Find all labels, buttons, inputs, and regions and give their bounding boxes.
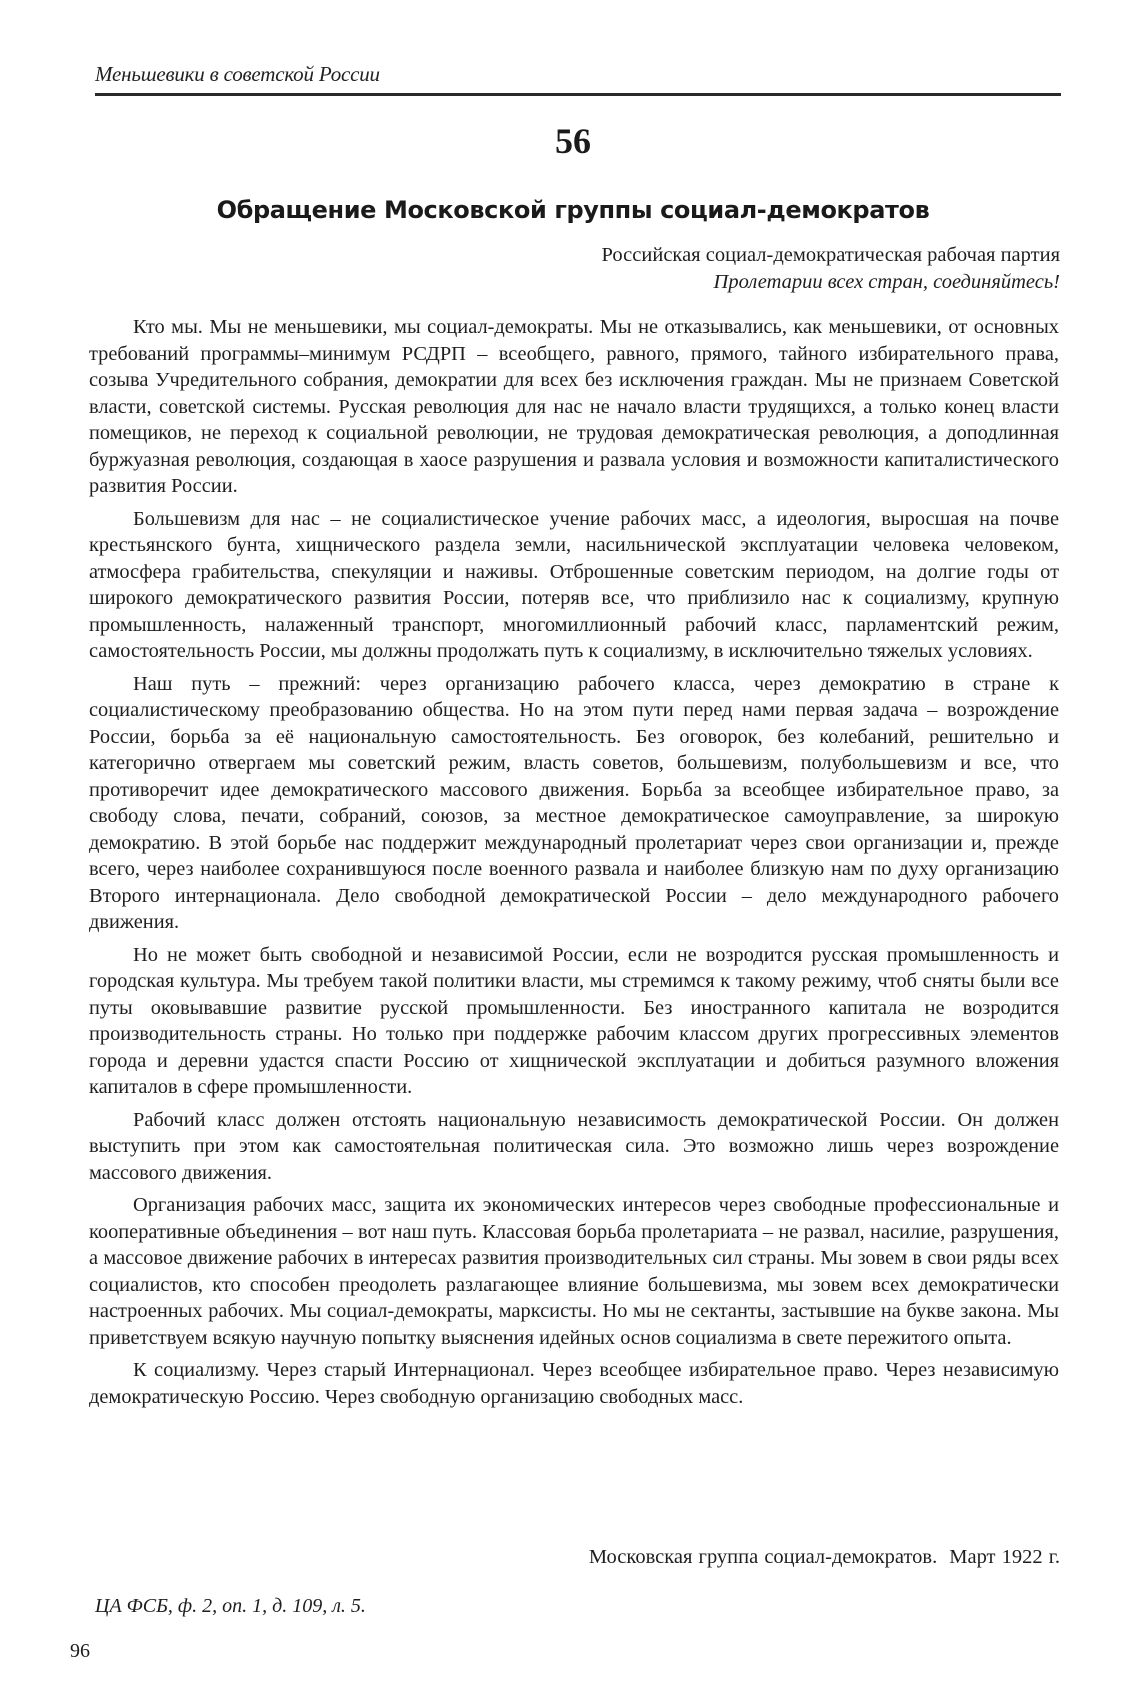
document-title: Обращение Московской группы социал-демократов: [216, 196, 930, 224]
header-rule: [95, 93, 1061, 96]
paragraph: Но не может быть свободной и независимой России, если не возродится русская промышленность и городская культура. Мы требуем такой политики власти, мы стремимся к такому режиму, чтоб сняты были все путы оковывавшие развитие русской промышленности. Без иностранного капитала не возродится производительность страны. Но только при поддержке рабочим классом других прогрессивных элементов города и деревни удастся спасти Россию от хищнической эксплуатации и добиться разумного вложения капиталов в сфере промышленности.: [89, 943, 1059, 1098]
paragraph: Кто мы. Мы не меньшевики, мы социал-демократы. Мы не отказывались, как меньшевики, от основных требований программы–минимум РСДРП – всеобщего, равного, прямого, тайного избирательного права, созыва Учредительного собрания, демократии для всех без исключения граждан. Мы не признаем Советской власти, советской системы. Русская революция для нас не начало власти трудящихся, а только конец власти помещиков, не переход к социальной революции, не трудовая демократическая революция, а доподлинная буржуазная революция, создающая в хаосе разрушения и развала условия и возможности капиталистического развития России.: [89, 316, 1059, 497]
paragraph: Большевизм для нас – не социалистическое учение рабочих масс, а идеология, выросшая на почве крестьянского бунта, хищнического раздела земли, насильнической эксплуатации человека человеком, атмосфера грабительства, спекуляции и наживы. Отброшенные советским периодом, на долгие годы от широкого демократического развития России, потеряв все, что приблизило нас к социализму, крупную промышленность, налаженный транспорт, многомиллионный рабочий класс, парламентский режим, самостоятельность России, мы должны продолжать путь к социализму, в исключительно тяжелых условиях.: [89, 507, 1059, 662]
signature-block: [589, 1546, 1060, 1569]
document-date: Март 1922 г.: [949, 1546, 1060, 1568]
signature: Московская группа социал-демократов.: [588, 1546, 938, 1568]
paragraph: Рабочий класс должен отстоять национальную независимость демократической России. Он должен выступить при этом как самостоятельная политическая сила. Это возможно лишь через возрождение массового движения.: [89, 1108, 1059, 1184]
motto: Пролетарии всех стран, соединяйтесь!: [713, 271, 1060, 293]
page-number: 96: [70, 1640, 90, 1662]
paragraph: Наш путь – прежний: через организацию рабочего класса, через демократию в стране к социалистическому преобразованию общества. Но на этом пути перед нами первая задача – возрождение России, борьба за её национальную самостоятельность. Без оговорок, без колебаний, решительно и категорично отвергаем мы советский режим, власть советов, большевизм, полубольшевизм и все, что противоречит идее демократического массового движения. Борьба за всеобщее избирательное право, за свободу слова, печати, собраний, союзов, за местное демократическое самоуправление, за широкую демократию. В этой борьбе нас поддержит международный пролетариат через свои организации и, прежде всего, через наиболее сохранившуюся после военного развала и наиболее близкую нам по духу организацию Второго интернационала. Дело свободной демократической России – дело международного рабочего движения.: [89, 672, 1059, 933]
document-body: [89, 314, 1059, 1416]
party-name: Российская социал-демократическая рабочая партия: [601, 244, 1060, 266]
paragraph: К социализму. Через старый Интернационал. Через всеобщее избирательное право. Через независимую демократическую Россию. Через свободную организацию свободных масс.: [89, 1359, 1059, 1408]
document-number: 56: [555, 121, 591, 161]
archive-reference: ЦА ФСБ, ф. 2, оп. 1, д. 109, л. 5.: [95, 1595, 366, 1617]
running-head: Меньшевики в советской России: [95, 62, 380, 86]
paragraph: Организация рабочих масс, защита их экономических интересов через свободные профессиональные и кооперативные объединения – вот наш путь. Классовая борьба пролетариата – не развал, насилие, разрушения, а массовое движение рабочих в интересах развития производительных сил страны. Мы зовем в свои ряды всех социалистов, кто способен преодолеть разлагающее влияние большевизма, мы зовем всех демократически настроенных рабочих. Мы социал-демократы, марксисты. Но мы не сектанты, застывшие на букве закона. Мы приветствуем всякую научную попытку выяснения идейных основ социализма в свете пережитого опыта.: [89, 1194, 1059, 1349]
